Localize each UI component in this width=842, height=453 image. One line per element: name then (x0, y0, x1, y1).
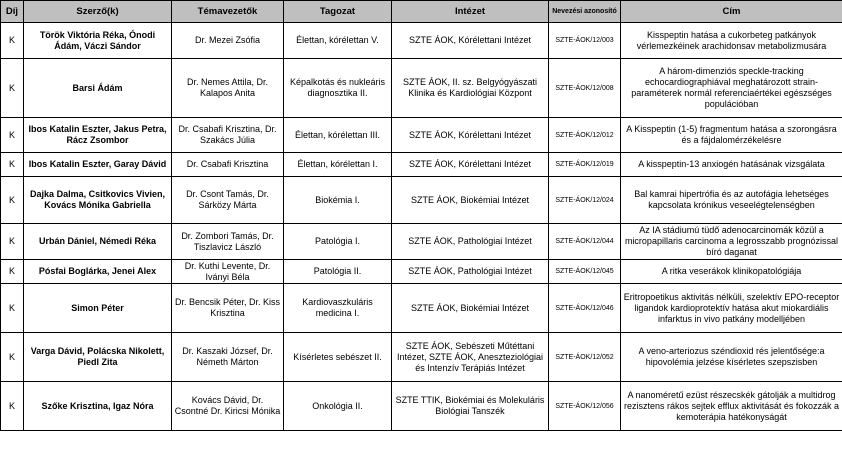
cell-tagozat: Élettan, kórélettan III. (284, 118, 392, 153)
cell-tagozat: Élettan, kórélettan V. (284, 23, 392, 59)
cell-dij: K (1, 153, 24, 177)
cell-cim: Eritropoetikus aktivitás nélküli, szelektív EPO-receptor ligandok kardioprotektív hatása akut miokardiális infarktus in vivo patkány modelljében (621, 284, 842, 333)
cell-temavezeto: Dr. Csabafi Krisztina (172, 153, 284, 177)
cell-szerzo: Szőke Krisztina, Igaz Nóra (24, 382, 172, 431)
cell-cim: A veno-arteriozus széndioxid rés jelentősége:a hipovolémia jelzése kísérletes szepszisben (621, 333, 842, 382)
cell-szerzo: Urbán Dániel, Némedi Réka (24, 224, 172, 260)
cell-tagozat: Képalkotás és nukleáris diagnosztika II. (284, 59, 392, 118)
cell-cim: Az IA stádiumú tüdő adenocarcinomák közül a micropapillaris carcinoma a legrosszabb prognózissal bíró daganat (621, 224, 842, 260)
cell-cim: Bal kamrai hipertrófia és az autofágia lehetséges kapcsolata krónikus veseelégtelenségben (621, 177, 842, 224)
cell-azonosito: SZTE-ÁOK/12/024 (549, 177, 621, 224)
cell-tagozat: Kardiovaszkuláris medicina I. (284, 284, 392, 333)
cell-dij: K (1, 284, 24, 333)
header-tagozat: Tagozat (284, 1, 392, 23)
cell-azonosito: SZTE-ÁOK/12/045 (549, 260, 621, 284)
cell-intezet: SZTE ÁOK, Pathológiai Intézet (392, 224, 549, 260)
cell-temavezeto: Dr. Nemes Attila, Dr. Kalapos Anita (172, 59, 284, 118)
header-intezet: Intézet (392, 1, 549, 23)
cell-dij: K (1, 23, 24, 59)
cell-tagozat: Onkológia II. (284, 382, 392, 431)
table-row (1, 118, 842, 153)
cell-cim: A Kisspeptin (1-5) fragmentum hatása a szorongásra és a fájdalomérzékelésre (621, 118, 842, 153)
cell-dij: K (1, 224, 24, 260)
cell-szerzo: Pósfai Boglárka, Jenei Alex (24, 260, 172, 284)
cell-cim: A három-dimenziós speckle-tracking echocardiographiával meghatározott strain-paraméterek normál referenciaértékei egészséges populációban (621, 59, 842, 118)
cell-temavezeto: Dr. Mezei Zsófia (172, 23, 284, 59)
cell-azonosito: SZTE-ÁOK/12/019 (549, 153, 621, 177)
cell-azonosito: SZTE-ÁOK/12/056 (549, 382, 621, 431)
cell-szerzo: Török Viktória Réka, Ónodi Ádám, Váczi Sándor (24, 23, 172, 59)
cell-tagozat: Kísérletes sebészet II. (284, 333, 392, 382)
cell-cim: A nanoméretű ezüst részecskék gátolják a multidrog rezisztens rákos sejtek efflux aktivitását és fokozzák a kemoterápia hatékonyságát (621, 382, 842, 431)
table-row (1, 177, 842, 224)
cell-szerzo: Varga Dávid, Polácska Nikolett, Piedl Zita (24, 333, 172, 382)
cell-dij: K (1, 59, 24, 118)
table-row (1, 23, 842, 59)
cell-intezet: SZTE ÁOK, Pathológiai Intézet (392, 260, 549, 284)
cell-szerzo: Ibos Katalin Eszter, Jakus Petra, Rácz Zsombor (24, 118, 172, 153)
table-row (1, 59, 842, 118)
header-temavezeto: Témavezetők (172, 1, 284, 23)
cell-azonosito: SZTE-ÁOK/12/003 (549, 23, 621, 59)
cell-tagozat: Patológia II. (284, 260, 392, 284)
cell-azonosito: SZTE-ÁOK/12/044 (549, 224, 621, 260)
cell-intezet: SZTE ÁOK, Sebészeti Műtéttani Intézet, SZTE ÁOK, Aneszteziológiai és Intenzív Terápiás Intézet (392, 333, 549, 382)
cell-temavezeto: Dr. Kaszaki József, Dr. Németh Márton (172, 333, 284, 382)
header-szerzo: Szerző(k) (24, 1, 172, 23)
cell-intezet: SZTE ÁOK, Kórélettani Intézet (392, 153, 549, 177)
cell-szerzo: Simon Péter (24, 284, 172, 333)
table-row (1, 284, 842, 333)
cell-cim: A ritka veserákok klinikopatológiája (621, 260, 842, 284)
cell-intezet: SZTE ÁOK, Biokémiai Intézet (392, 177, 549, 224)
table-row (1, 382, 842, 431)
cell-dij: K (1, 382, 24, 431)
cell-temavezeto: Dr. Bencsik Péter, Dr. Kiss Krisztina (172, 284, 284, 333)
header-dij: Díj (1, 1, 24, 23)
cell-temavezeto: Dr. Zombori Tamás, Dr. Tiszlavicz László (172, 224, 284, 260)
header-row (1, 1, 842, 23)
cell-cim: A kisspeptin-13 anxiogén hatásának vizsgálata (621, 153, 842, 177)
cell-cim: Kisspeptin hatása a cukorbeteg patkányok vérlemezkéinek arachidonsav metabolizmusára (621, 23, 842, 59)
cell-intezet: SZTE ÁOK, II. sz. Belgyógyászati Klinika és Kardiológiai Központ (392, 59, 549, 118)
cell-dij: K (1, 118, 24, 153)
table-row (1, 153, 842, 177)
header-azonosito: Nevezési azonosító (549, 1, 621, 23)
cell-temavezeto: Dr. Kuthi Levente, Dr. Iványi Béla (172, 260, 284, 284)
cell-intezet: SZTE ÁOK, Biokémiai Intézet (392, 284, 549, 333)
cell-dij: K (1, 260, 24, 284)
cell-dij: K (1, 177, 24, 224)
cell-dij: K (1, 333, 24, 382)
table-row (1, 224, 842, 260)
cell-azonosito: SZTE-ÁOK/12/046 (549, 284, 621, 333)
cell-intezet: SZTE TTIK, Biokémiai és Molekuláris Biológiai Tanszék (392, 382, 549, 431)
table-row (1, 260, 842, 284)
cell-tagozat: Élettan, kórélettan I. (284, 153, 392, 177)
table-row (1, 333, 842, 382)
cell-intezet: SZTE ÁOK, Kórélettani Intézet (392, 23, 549, 59)
cell-azonosito: SZTE-ÁOK/12/012 (549, 118, 621, 153)
cell-azonosito: SZTE-ÁOK/12/052 (549, 333, 621, 382)
cell-temavezeto: Dr. Csabafi Krisztina, Dr. Szakács Júlia (172, 118, 284, 153)
cell-intezet: SZTE ÁOK, Kórélettani Intézet (392, 118, 549, 153)
cell-tagozat: Biokémia I. (284, 177, 392, 224)
cell-szerzo: Dajka Dalma, Csitkovics Vivien, Kovács Mónika Gabriella (24, 177, 172, 224)
cell-tagozat: Patológia I. (284, 224, 392, 260)
cell-szerzo: Barsi Ádám (24, 59, 172, 118)
cell-temavezeto: Dr. Csont Tamás, Dr. Sárközy Márta (172, 177, 284, 224)
cell-szerzo: Ibos Katalin Eszter, Garay Dávid (24, 153, 172, 177)
header-cim: Cím (621, 1, 842, 23)
cell-azonosito: SZTE-ÁOK/12/008 (549, 59, 621, 118)
cell-temavezeto: Kovács Dávid, Dr. Csontné Dr. Kiricsi Mónika (172, 382, 284, 431)
